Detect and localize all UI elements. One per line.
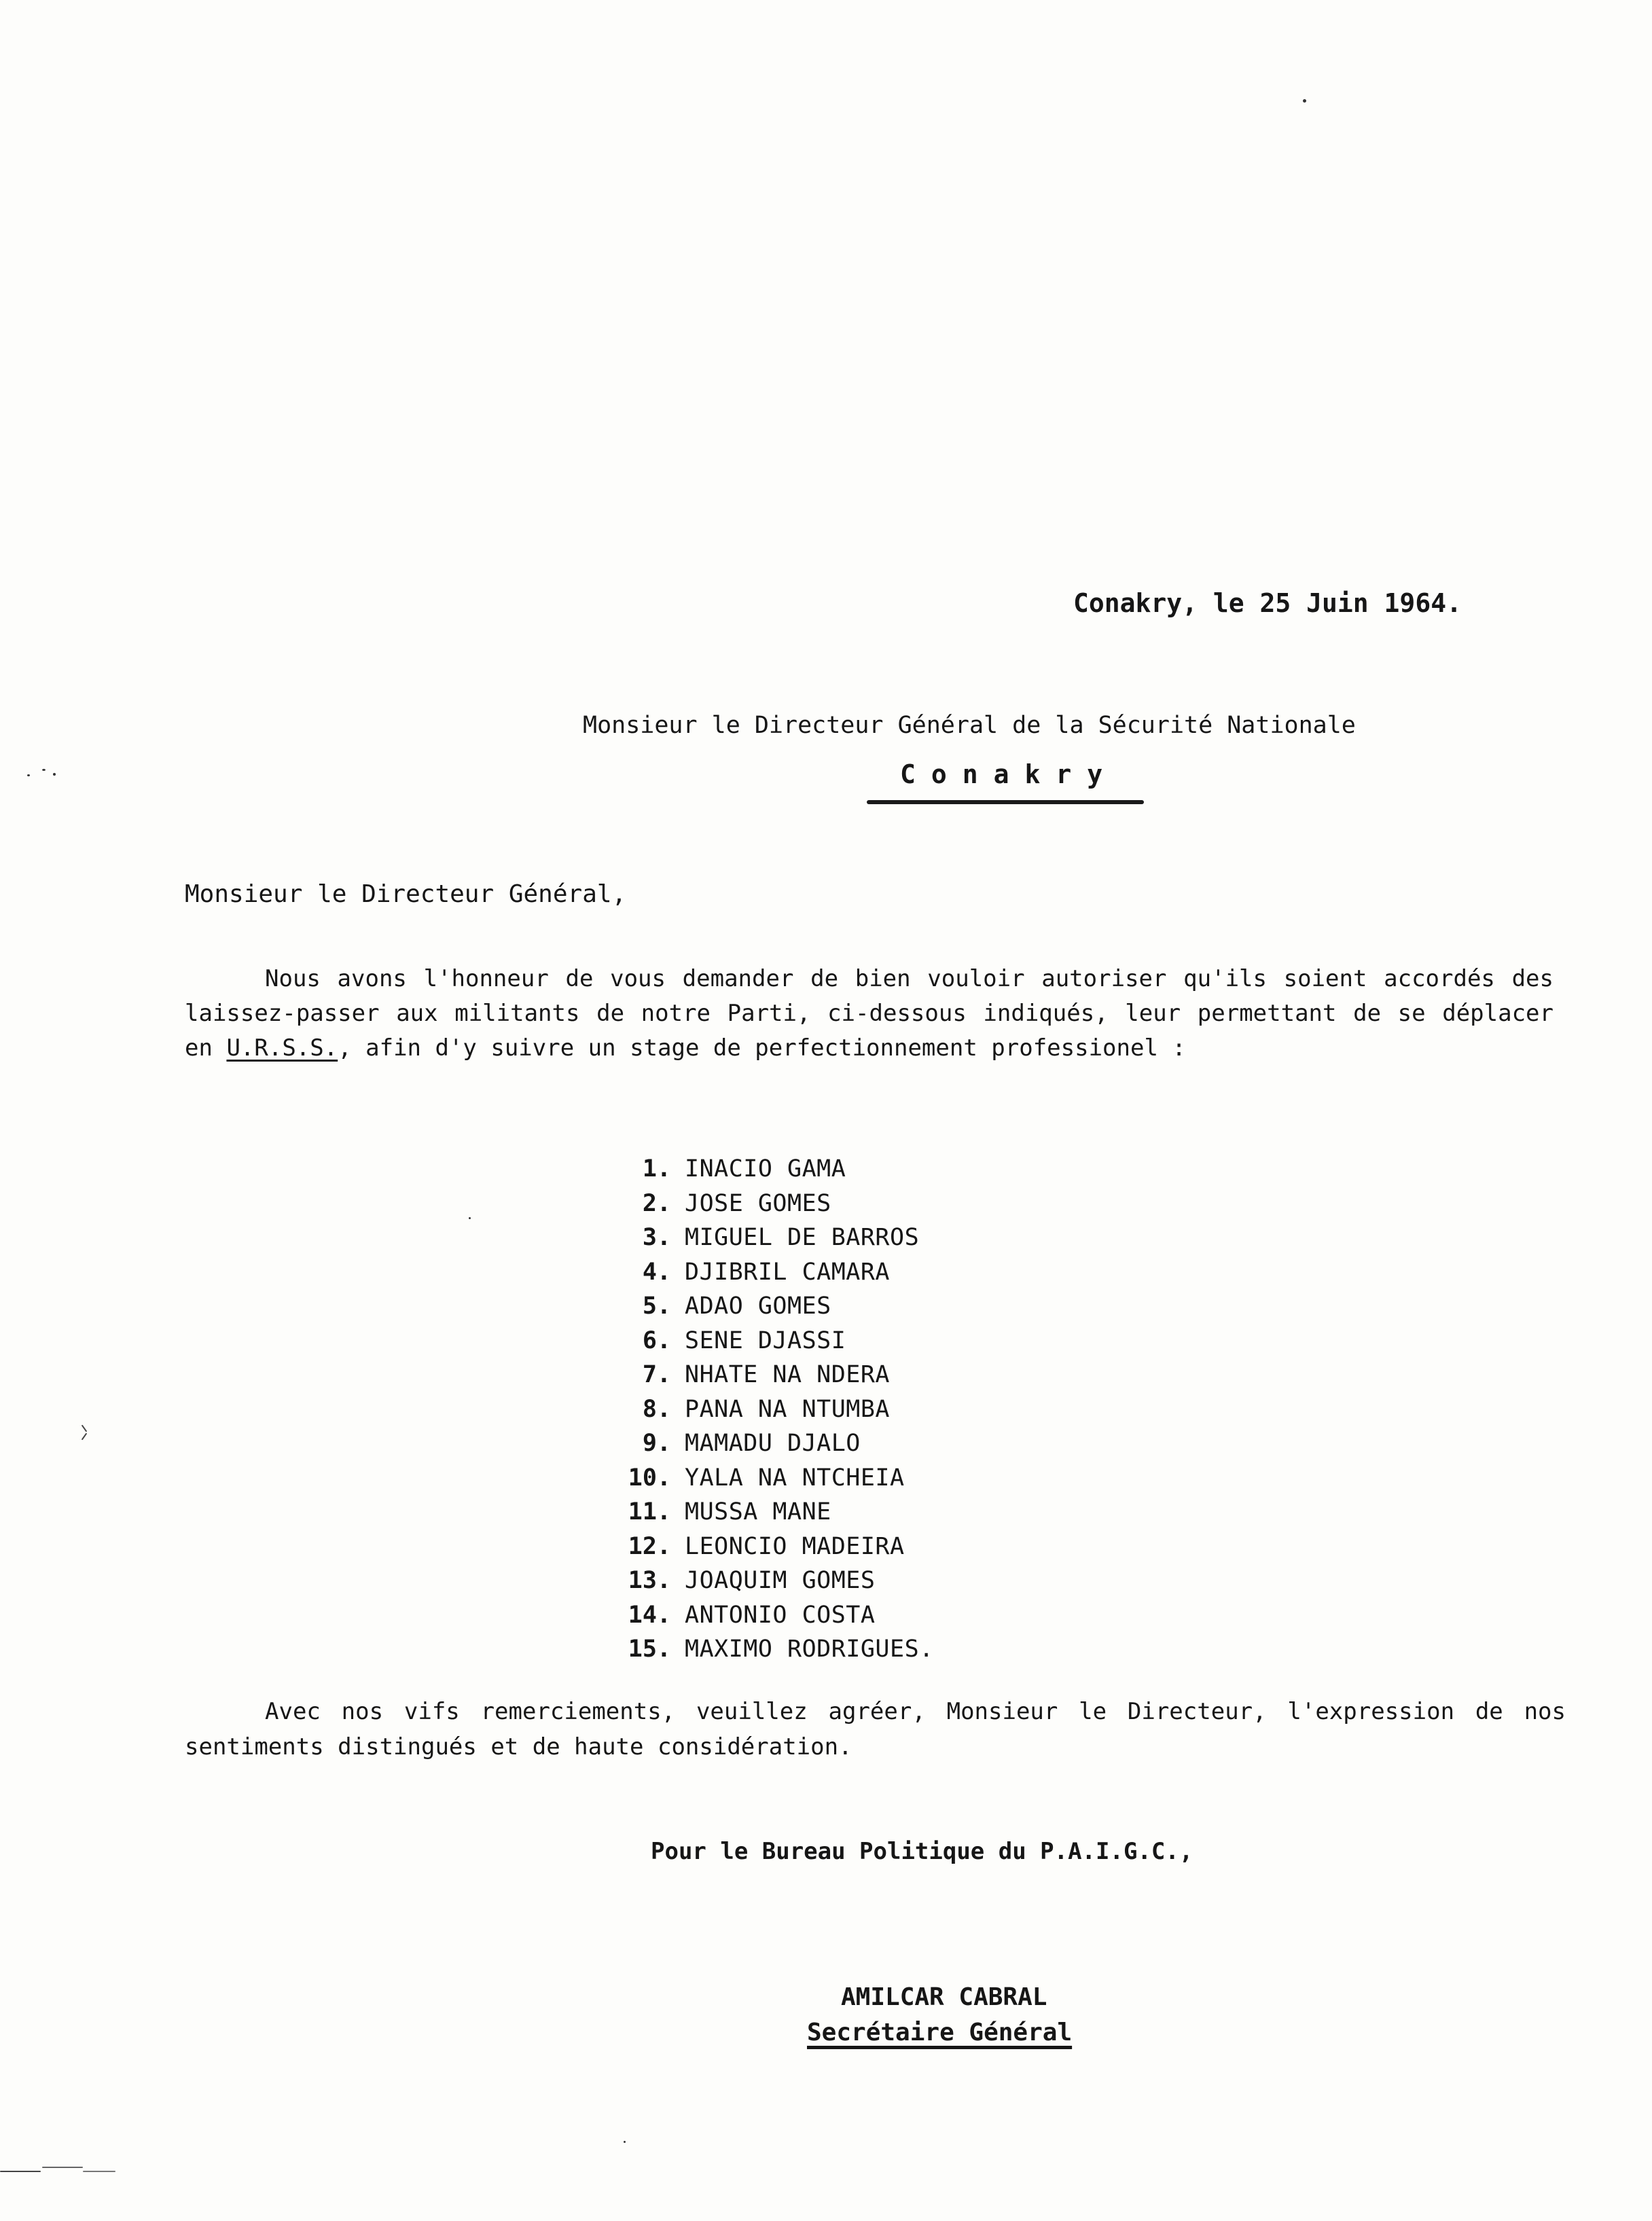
signer-name: AMILCAR CABRAL — [841, 1983, 1047, 2011]
item-name: PANA NA NTUMBA — [685, 1395, 891, 1423]
list-item — [610, 1221, 934, 1255]
item-number: 4. — [642, 1258, 671, 1286]
list-item — [610, 1426, 934, 1461]
body-paragraph — [185, 962, 1554, 1066]
list-item — [610, 1530, 934, 1564]
bureau-line: Pour le Bureau Politique du P.A.I.G.C., — [651, 1838, 1193, 1865]
item-number: 11. — [628, 1498, 671, 1525]
item-name: INACIO GAMA — [685, 1155, 846, 1182]
scan-mark — [82, 1425, 88, 1432]
item-name: MAMADU DJALO — [685, 1430, 861, 1457]
item-number: 13. — [628, 1567, 671, 1594]
body-text-part1: Nous avons l'honneur de vous demander de bien vouloir autoriser qu'ils soient accordés des laissez-passer aux militants de notre Parti, ci-dessous indiqués, leur permettant de se déplacer en — [185, 965, 1554, 1062]
item-name: ANTONIO COSTA — [685, 1601, 876, 1629]
scan-mark — [0, 2171, 41, 2172]
item-name: NHATE NA NDERA — [685, 1361, 891, 1388]
item-number: 5. — [642, 1293, 671, 1320]
scan-speck — [624, 2141, 626, 2143]
list-item — [610, 1358, 934, 1392]
item-number: 15. — [628, 1636, 671, 1663]
item-number: 9. — [642, 1430, 671, 1457]
dateline: Conakry, le 25 Juin 1964. — [1073, 588, 1462, 618]
scan-speck — [1303, 99, 1306, 103]
item-name: MUSSA MANE — [685, 1498, 831, 1525]
item-name: SENE DJASSI — [685, 1326, 846, 1354]
list-item — [610, 1187, 934, 1221]
item-number: 1. — [642, 1155, 671, 1182]
signer-title: Secrétaire Général — [807, 2019, 1073, 2046]
list-item — [610, 1324, 934, 1358]
scan-speck — [27, 774, 30, 776]
salutation: Monsieur le Directeur Général, — [185, 880, 627, 908]
item-number: 6. — [642, 1326, 671, 1354]
item-name: DJIBRIL CAMARA — [685, 1258, 891, 1286]
city-underline — [867, 800, 1144, 804]
body-country: U.R.S.S. — [226, 1034, 338, 1062]
item-number: 14. — [628, 1601, 671, 1629]
item-name: MAXIMO RODRIGUES. — [685, 1636, 934, 1663]
list-item — [610, 1152, 934, 1187]
item-name: JOAQUIM GOMES — [685, 1567, 876, 1594]
closing-paragraph: Avec nos vifs remerciements, veuillez agréer, Monsieur le Directeur, l'expression de nos sentiments distingués et de haute considération. — [185, 1698, 1566, 1760]
scan-speck — [42, 769, 46, 771]
scan-speck — [469, 1217, 471, 1219]
list-item — [610, 1564, 934, 1598]
item-name: JOSE GOMES — [685, 1189, 831, 1217]
item-number: 8. — [642, 1395, 671, 1423]
body-text-part2: , afin d'y suivre un stage de perfectionnement professionel : — [338, 1034, 1186, 1062]
scan-mark — [82, 1433, 88, 1441]
list-item — [610, 1255, 934, 1290]
item-number: 3. — [642, 1224, 671, 1251]
item-name: MIGUEL DE BARROS — [685, 1224, 920, 1251]
list-item — [610, 1632, 934, 1667]
scan-mark — [83, 2171, 115, 2172]
addressee-city: Conakry — [900, 759, 1119, 789]
item-number: 2. — [642, 1189, 671, 1217]
list-item — [610, 1598, 934, 1633]
item-number: 12. — [628, 1532, 671, 1560]
scan-mark — [42, 2167, 83, 2168]
item-name: YALA NA NTCHEIA — [685, 1464, 905, 1492]
list-item — [610, 1289, 934, 1324]
scan-speck — [53, 773, 56, 776]
list-item — [610, 1495, 934, 1530]
item-number: 7. — [642, 1361, 671, 1388]
list-item — [610, 1461, 934, 1496]
item-name: ADAO GOMES — [685, 1293, 831, 1320]
names-list — [610, 1152, 934, 1667]
addressee-line: Monsieur le Directeur Général de la Sécurité Nationale — [583, 712, 1356, 739]
item-number: 10. — [628, 1464, 671, 1492]
list-item — [610, 1392, 934, 1427]
item-name: LEONCIO MADEIRA — [685, 1532, 905, 1560]
